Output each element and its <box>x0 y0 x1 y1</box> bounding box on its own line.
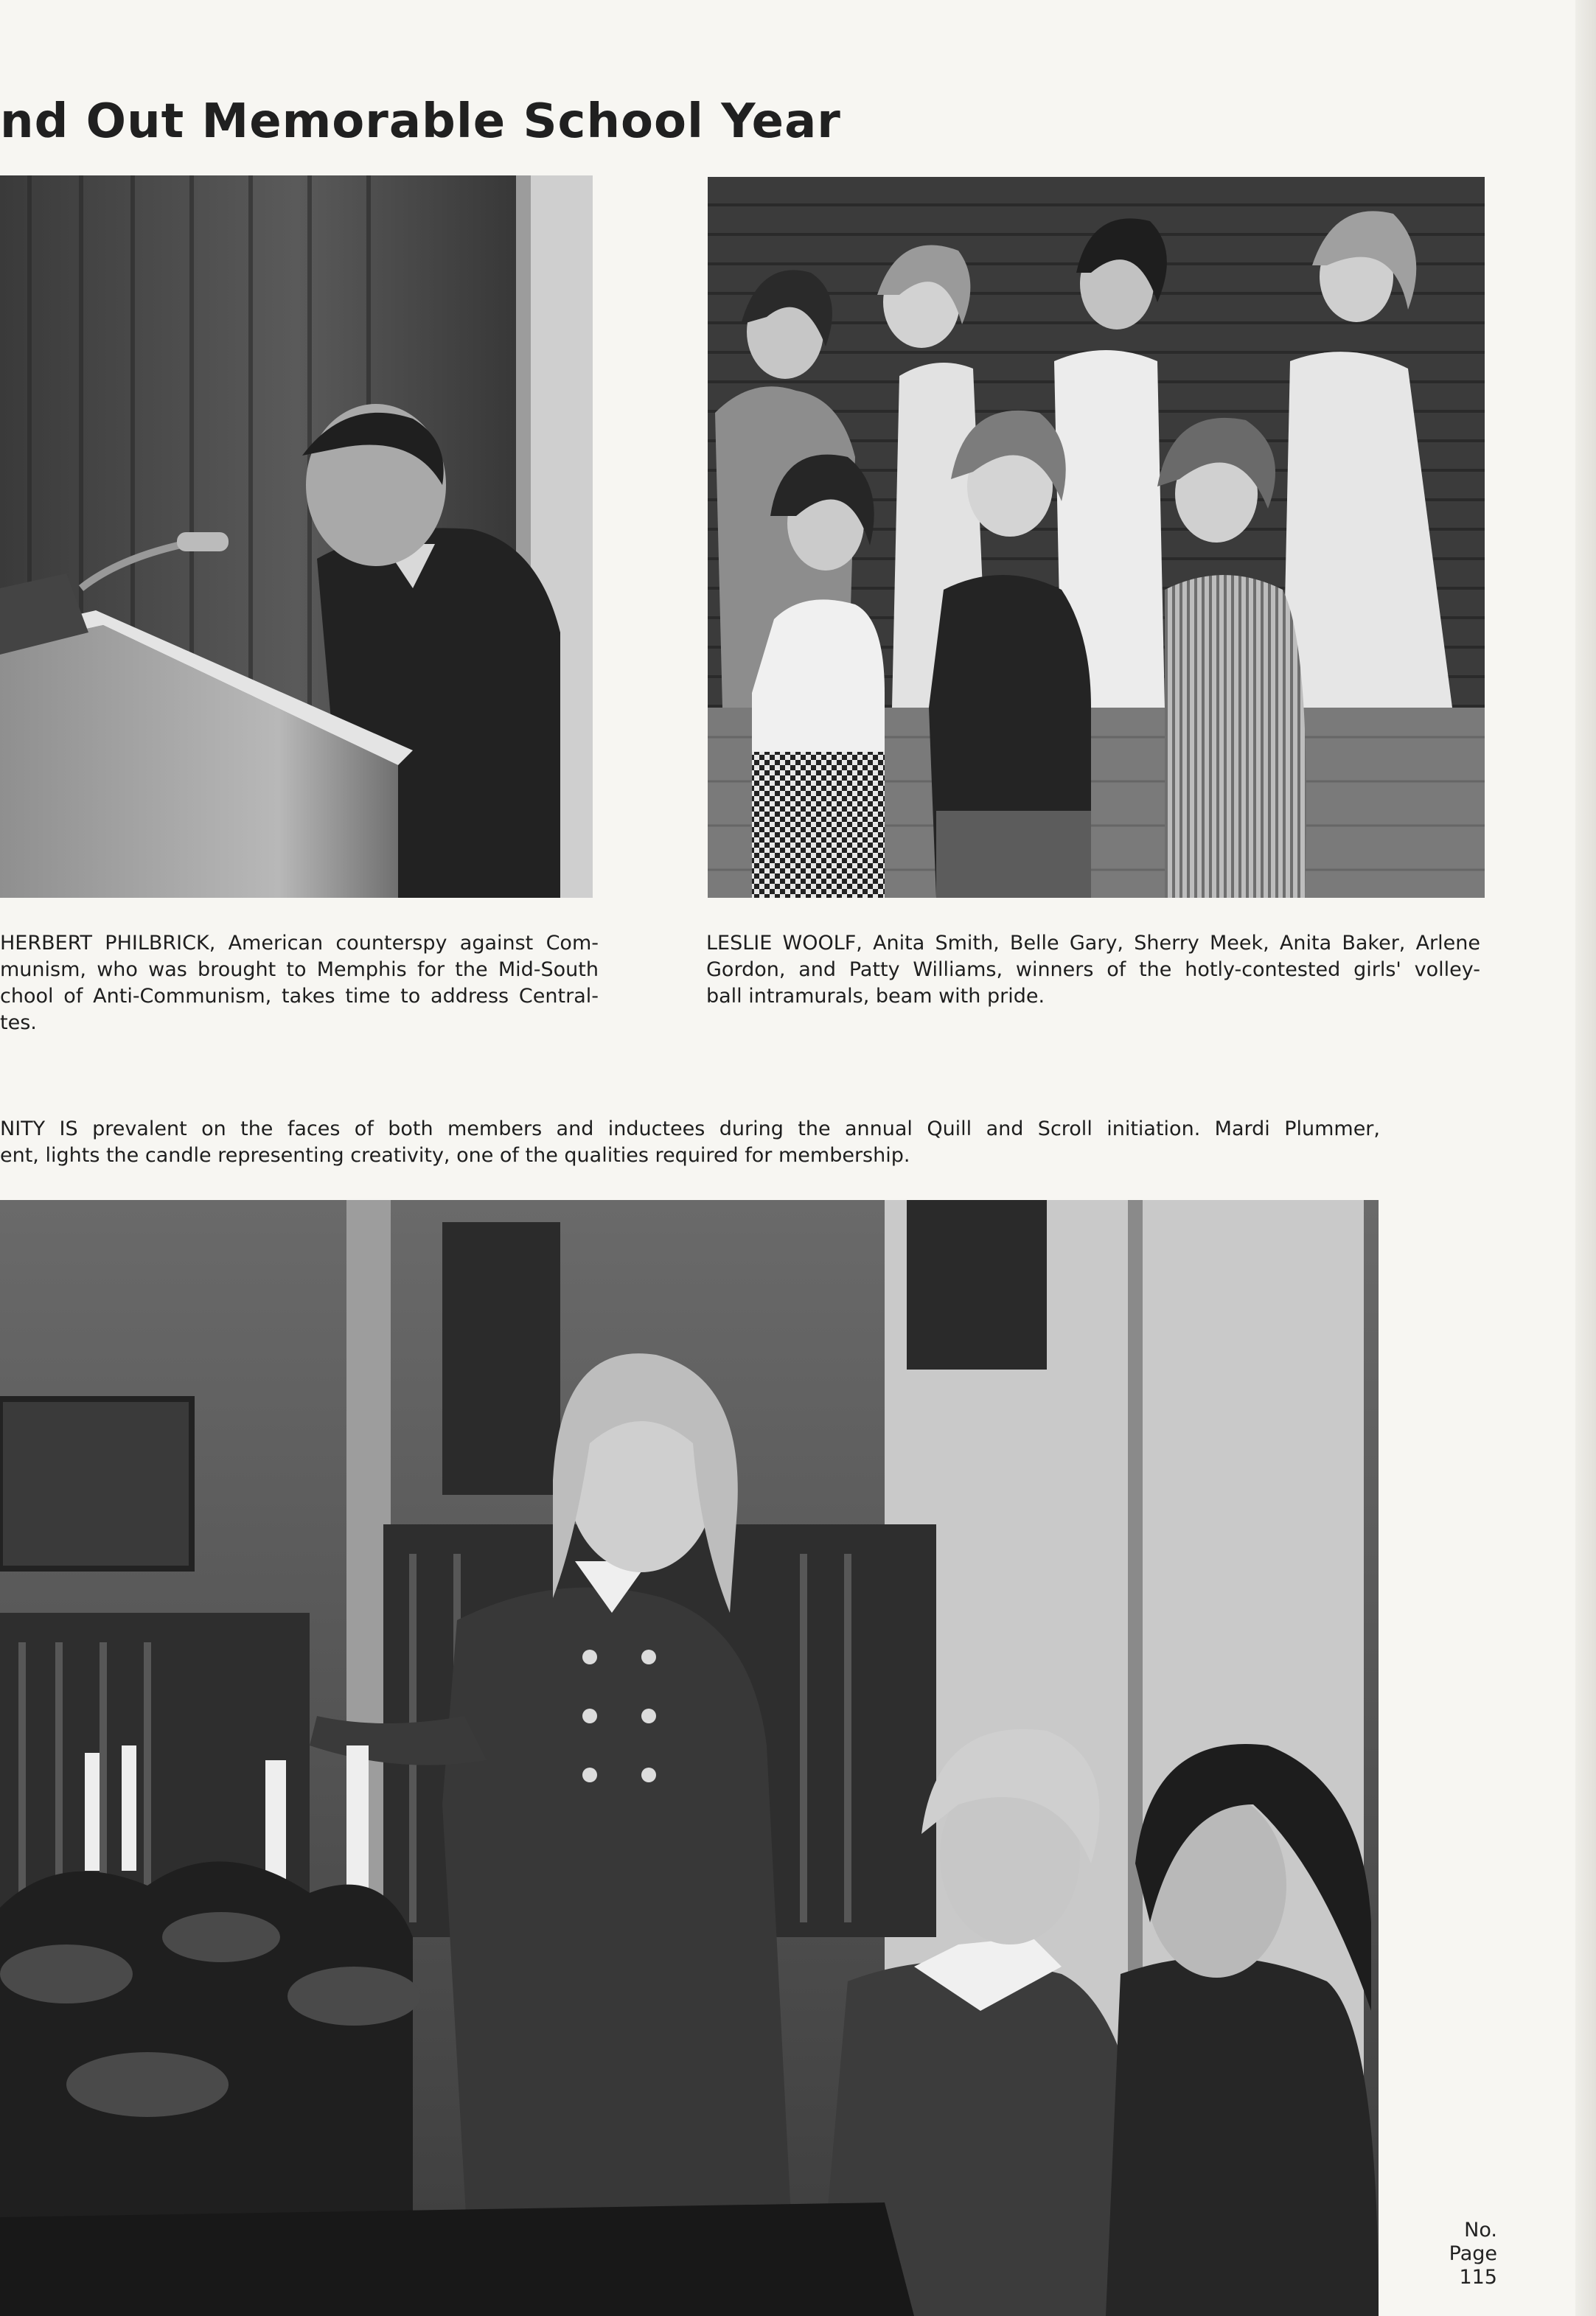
caption-line: LESLIE WOOLF, Anita Smith, Belle Gary, Sherry Meek, Anita Baker, Arlene <box>706 932 1480 955</box>
folio-label: No. <box>1464 2219 1497 2242</box>
page-headline: nd Out Memorable School Year <box>0 94 841 149</box>
page-edge <box>1575 0 1596 2316</box>
candle-photo-caption <box>0 1116 1380 1169</box>
candle-ceremony-photo <box>0 1200 1379 2316</box>
speaker-photo-caption <box>0 930 599 1036</box>
folio-page-word: Page <box>1449 2242 1497 2265</box>
caption-line: munism, who was brought to Memphis for the Mid-South <box>0 958 599 981</box>
caption-line: tes. <box>0 1011 37 1034</box>
page-folio <box>1449 2219 1497 2289</box>
caption-line: ent, lights the candle representing creativity, one of the qualities required for membership. <box>0 1144 910 1167</box>
caption-line: NITY IS prevalent on the faces of both members and inductees during the annual Quill and Scroll initiation. Mardi Plummer, <box>0 1117 1380 1140</box>
volleyball-team-photo <box>708 177 1485 898</box>
caption-line: Gordon, and Patty Williams, winners of the hotly-contested girls' volley- <box>706 958 1480 981</box>
caption-line: chool of Anti-Communism, takes time to address Central- <box>0 985 599 1008</box>
page-number: 115 <box>1459 2266 1497 2289</box>
caption-line: ball intramurals, beam with pride. <box>706 985 1045 1008</box>
speaker-photo <box>0 175 593 898</box>
team-photo-caption <box>706 930 1480 1010</box>
caption-line: HERBERT PHILBRICK, American counterspy against Com- <box>0 932 599 955</box>
